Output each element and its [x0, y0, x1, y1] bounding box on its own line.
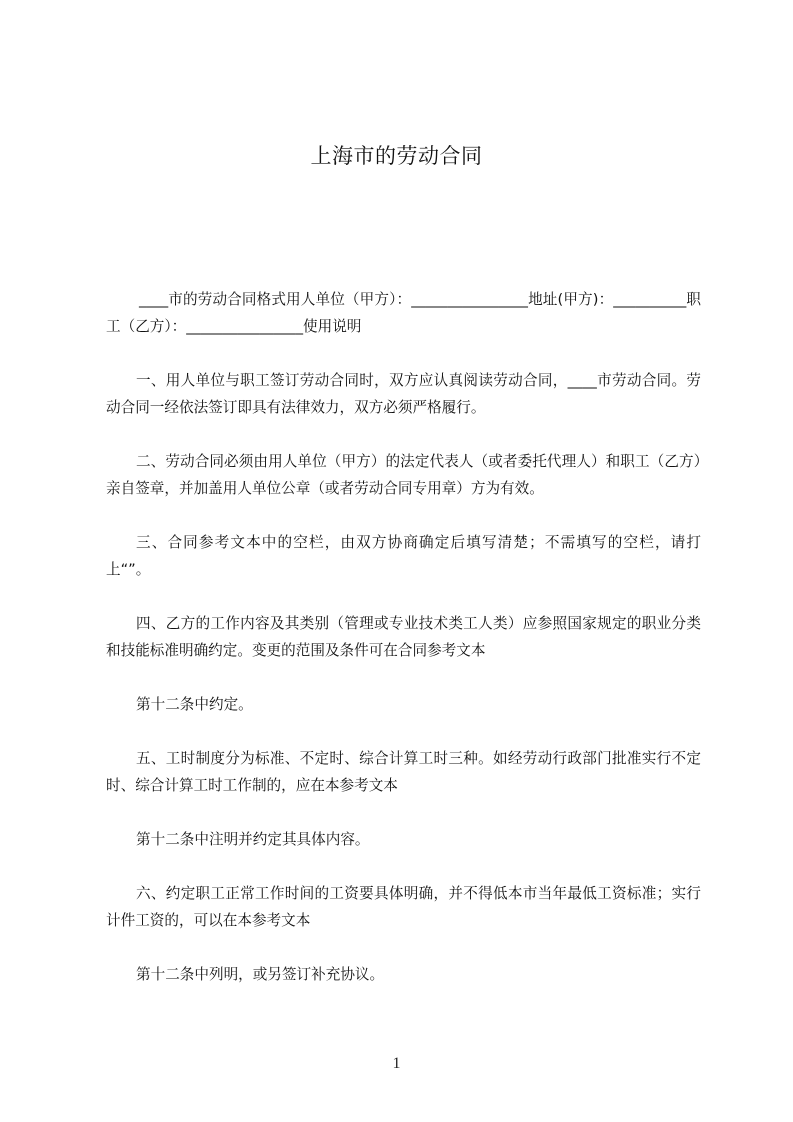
- instruction-paragraph-4-continuation: 第十二条中约定。: [136, 696, 253, 713]
- instruction-paragraph-5: 五、工时制度分为标准、不定时、综合计算工时三种。如经劳动行政部门批准实行不定时、综合计算工时工作制的，应在本参考文本: [106, 750, 701, 794]
- instruction-paragraph-5-continuation: 第十二条中注明并约定其具体内容。: [136, 831, 370, 848]
- instruction-paragraph-3: 三、合同参考文本中的空栏，由双方协商确定后填写清楚；不需填写的空栏，请打上“”。: [106, 534, 701, 578]
- instruction-paragraph-6: 六、约定职工正常工作时间的工资要具体明确，并不得低本市当年最低工资标准；实行计件工资的，可以在本参考文本: [106, 885, 701, 929]
- instruction-paragraph-6-continuation: 第十二条中列明，或另签订补充协议。: [136, 966, 385, 983]
- instruction-paragraph-4: 四、乙方的工作内容及其类别（管理或专业技术类工人类）应参照国家规定的职业分类和技能标准明确约定。变更的范围及条件可在合同参考文本: [106, 615, 701, 659]
- page-number: 1: [392, 1055, 401, 1072]
- instruction-paragraph-2: 二、劳动合同必须由用人单位（甲方）的法定代表人（或者委托代理人）和职工（乙方）亲自签章，并加盖用人单位公章（或者劳动合同专用章）方为有效。: [106, 453, 701, 497]
- contract-header-paragraph: ____市的劳动合同格式用人单位（甲方）：________________地址(甲方)：__________职工（乙方）：________________使用说明: [106, 291, 701, 335]
- document-title: 上海市的劳动合同: [310, 144, 483, 168]
- document-body: [106, 286, 701, 1015]
- instruction-paragraph-1: 一、用人单位与职工签订劳动合同时，双方应认真阅读劳动合同，____市劳动合同。劳动合同一经依法签订即具有法律效力，双方必须严格履行。: [106, 372, 701, 416]
